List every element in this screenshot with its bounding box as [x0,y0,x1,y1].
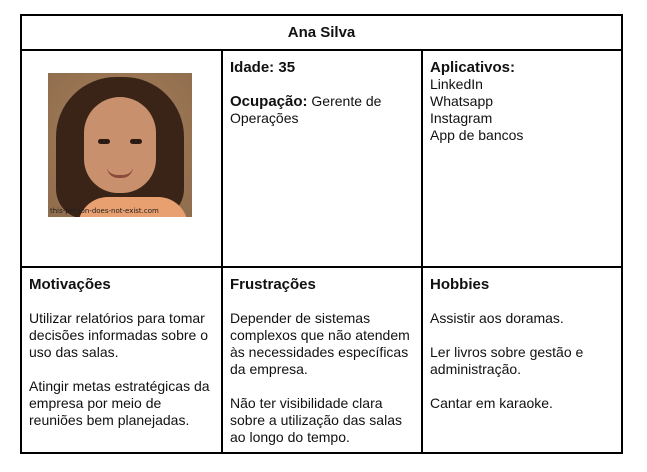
app-item: Instagram [430,110,493,126]
persona-photo [48,73,192,217]
app-item: LinkedIn [430,76,483,92]
age-value: 35 [278,59,296,76]
app-item: Whatsapp [430,93,494,109]
apps-cell [423,51,621,268]
hobbies-heading: Hobbies [430,276,490,293]
age-label: Idade: [230,59,275,76]
age-line [230,59,414,76]
occupation-label: Ocupação: [230,93,308,110]
app-item: App de bancos [430,127,524,143]
motivations-cell [22,268,223,452]
persona-name: Ana Silva [22,16,621,51]
hobby-item: Assistir aos doramas. [430,310,564,326]
frustration-item: Depender de sistemas complexos que não atendem às necessidades específicas da empresa. [230,310,410,377]
apps-heading: Aplicativos: [430,59,516,76]
hobby-item: Cantar em karaoke. [430,395,553,411]
frustration-item: Não ter visibilidade clara sobre a utilização das salas ao longo do tempo. [230,395,402,445]
persona-card [20,14,623,454]
occupation-line [230,93,414,127]
motivation-item: Utilizar relatórios para tomar decisões informadas sobre o uso das salas. [29,310,208,360]
motivations-heading: Motivações [29,276,111,293]
occupation-value: Gerente de Operações [230,93,382,126]
motivation-item: Atingir metas estratégicas da empresa por meio de reuniões bem planejadas. [29,378,210,428]
hobbies-cell [423,268,621,452]
photo-watermark: this-person-does-not-exist.com [50,207,159,215]
hobby-item: Ler livros sobre gestão e administração. [430,344,584,377]
frustrations-cell [223,268,423,452]
frustrations-heading: Frustrações [230,276,316,293]
profile-cell [223,51,423,268]
